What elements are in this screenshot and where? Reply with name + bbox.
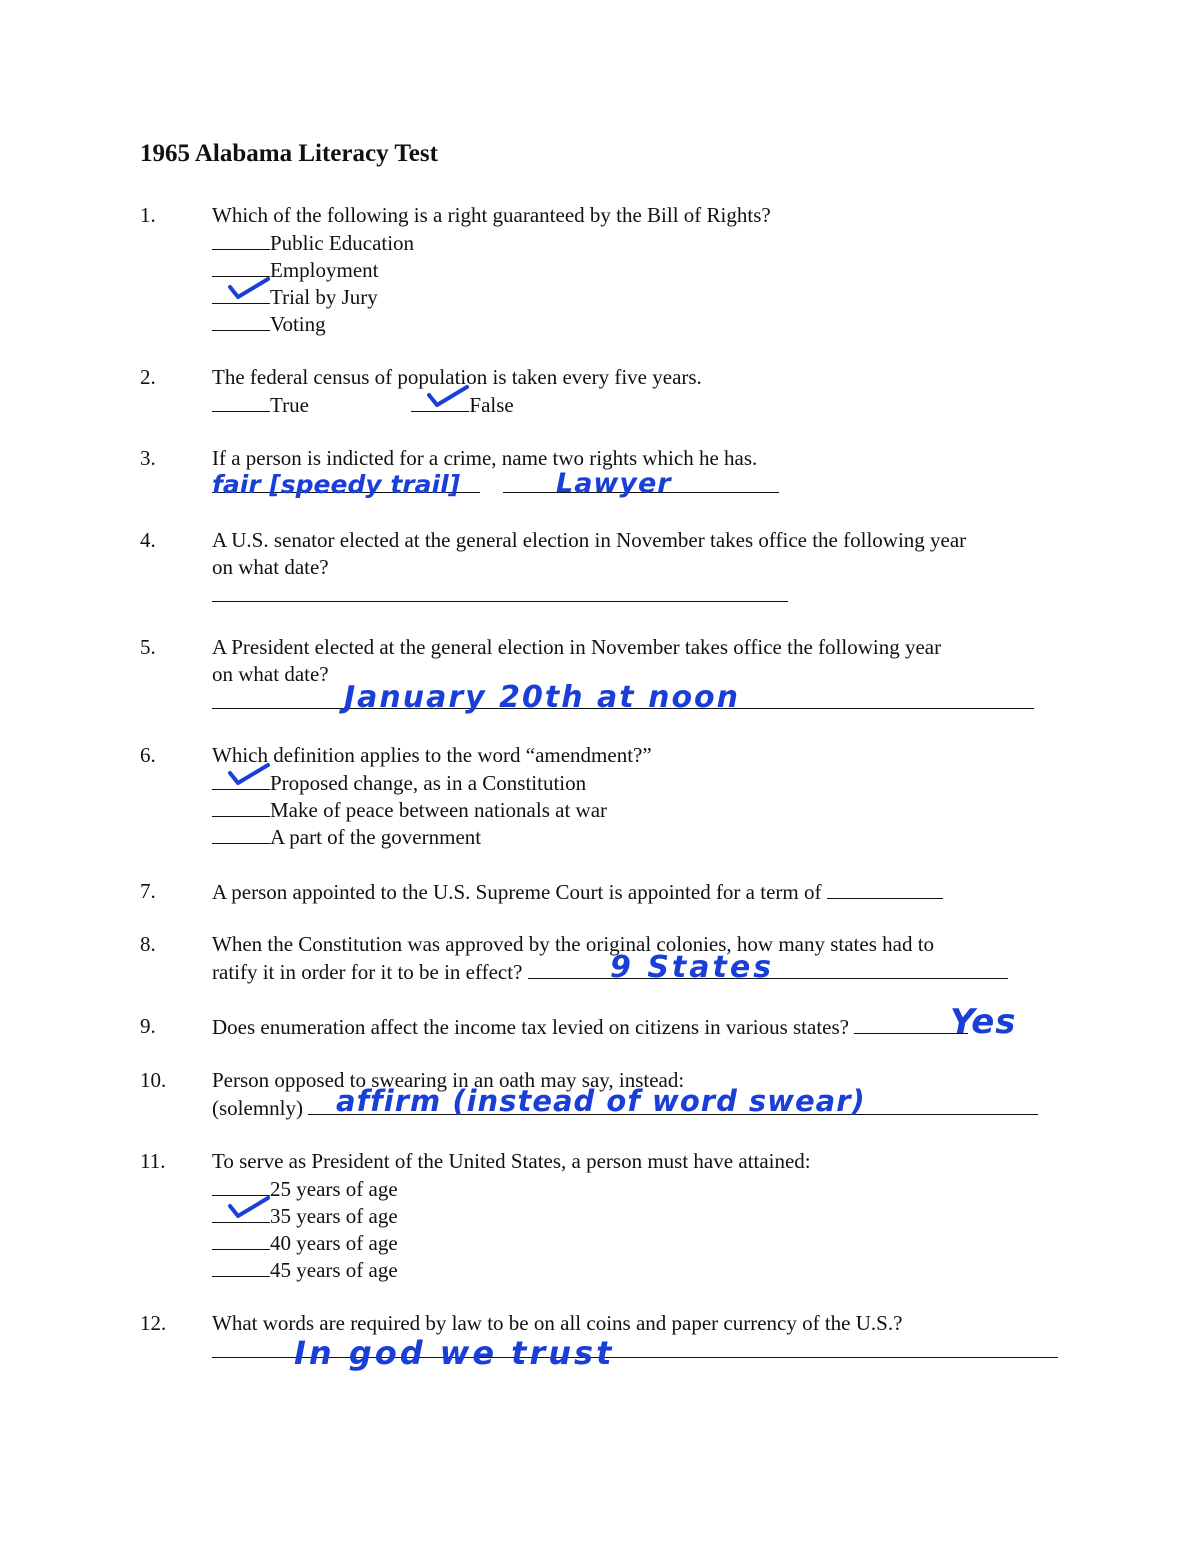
question-text: on what date?: [212, 662, 329, 686]
option-label: 35 years of age: [270, 1204, 398, 1228]
option-label: True: [270, 393, 309, 417]
option-blank[interactable]: [212, 283, 270, 304]
handwritten-answer: affirm (instead of word swear): [336, 1084, 866, 1118]
option-blank[interactable]: [212, 769, 270, 790]
option-blank[interactable]: [212, 256, 270, 277]
answer-blank[interactable]: [827, 878, 943, 899]
question-text: A President elected at the general election in November takes office the following year: [212, 635, 942, 659]
question-text: Does enumeration affect the income tax levied on citizens in various states?: [212, 1015, 849, 1039]
checkmark-icon: [226, 1194, 272, 1220]
option-label: False: [469, 393, 514, 417]
question-text: A person appointed to the U.S. Supreme Court is appointed for a term of: [212, 880, 822, 904]
question-text: Which of the following is a right guaranteed by the Bill of Rights?: [212, 203, 771, 227]
option-label: 25 years of age: [270, 1177, 398, 1201]
option-label: Proposed change, as in a Constitution: [270, 771, 587, 795]
option-label: 45 years of age: [270, 1258, 398, 1282]
checkmark-icon: [425, 383, 471, 409]
option-blank[interactable]: [212, 310, 270, 331]
option-label: Voting: [270, 312, 326, 336]
option-blank[interactable]: [212, 229, 270, 250]
option-label: A part of the government: [270, 825, 482, 849]
option-blank[interactable]: [212, 1229, 270, 1250]
handwritten-answer: Lawyer: [556, 468, 672, 499]
handwritten-answer: 9 States: [610, 950, 775, 985]
option-blank[interactable]: [212, 823, 270, 844]
question-text: What words are required by law to be on all coins and paper currency of the U.S.?: [212, 1311, 903, 1335]
handwritten-answer: In god we trust: [294, 1334, 615, 1372]
question-number: 4.: [140, 528, 156, 552]
question-number: 10.: [140, 1068, 167, 1092]
question-number: 12.: [140, 1311, 167, 1335]
question-text: Person opposed to swearing in an oath may say, instead:: [212, 1068, 685, 1092]
question-text: When the Constitution was approved by the original colonies, how many states had to: [212, 932, 935, 956]
option-label: 40 years of age: [270, 1231, 398, 1255]
question-number: 7.: [140, 879, 156, 903]
question-number: 8.: [140, 932, 156, 956]
question-number: 6.: [140, 743, 156, 767]
page-title: 1965 Alabama Literacy Test: [140, 140, 438, 167]
option-label: Make of peace between nationals at war: [270, 798, 608, 822]
question-text: on what date?: [212, 555, 329, 579]
checkmark-icon: [226, 275, 272, 301]
question-text: A U.S. senator elected at the general election in November takes office the following year: [212, 528, 967, 552]
question-number: 2.: [140, 365, 156, 389]
question-number: 11.: [140, 1149, 166, 1173]
option-blank[interactable]: [212, 1256, 270, 1277]
answer-blank[interactable]: [212, 581, 788, 602]
handwritten-answer: Yes: [950, 1002, 1017, 1042]
handwritten-answer: January 20th at noon: [344, 680, 741, 715]
question-number: 3.: [140, 446, 156, 470]
question-text: ratify it in order for it to be in effect?: [212, 960, 523, 984]
question-text: (solemnly): [212, 1096, 303, 1120]
option-label: Public Education: [270, 231, 415, 255]
option-blank[interactable]: [212, 1202, 270, 1223]
handwritten-answer: fair [speedy trail]: [212, 470, 461, 499]
question-number: 9.: [140, 1014, 156, 1038]
option-blank[interactable]: [212, 391, 270, 412]
question-text: Which definition applies to the word “amendment?”: [212, 743, 652, 767]
question-text: If a person is indicted for a crime, name two rights which he has.: [212, 446, 758, 470]
option-label: Trial by Jury: [270, 285, 378, 309]
option-blank[interactable]: [212, 796, 270, 817]
question-text: The federal census of population is taken every five years.: [212, 365, 702, 389]
question-text: To serve as President of the United States, a person must have attained:: [212, 1149, 811, 1173]
question-number: 5.: [140, 635, 156, 659]
question-number: 1.: [140, 203, 156, 227]
option-label: Employment: [270, 258, 379, 282]
option-blank[interactable]: [212, 1175, 270, 1196]
checkmark-icon: [226, 761, 272, 787]
option-blank[interactable]: [411, 391, 469, 412]
